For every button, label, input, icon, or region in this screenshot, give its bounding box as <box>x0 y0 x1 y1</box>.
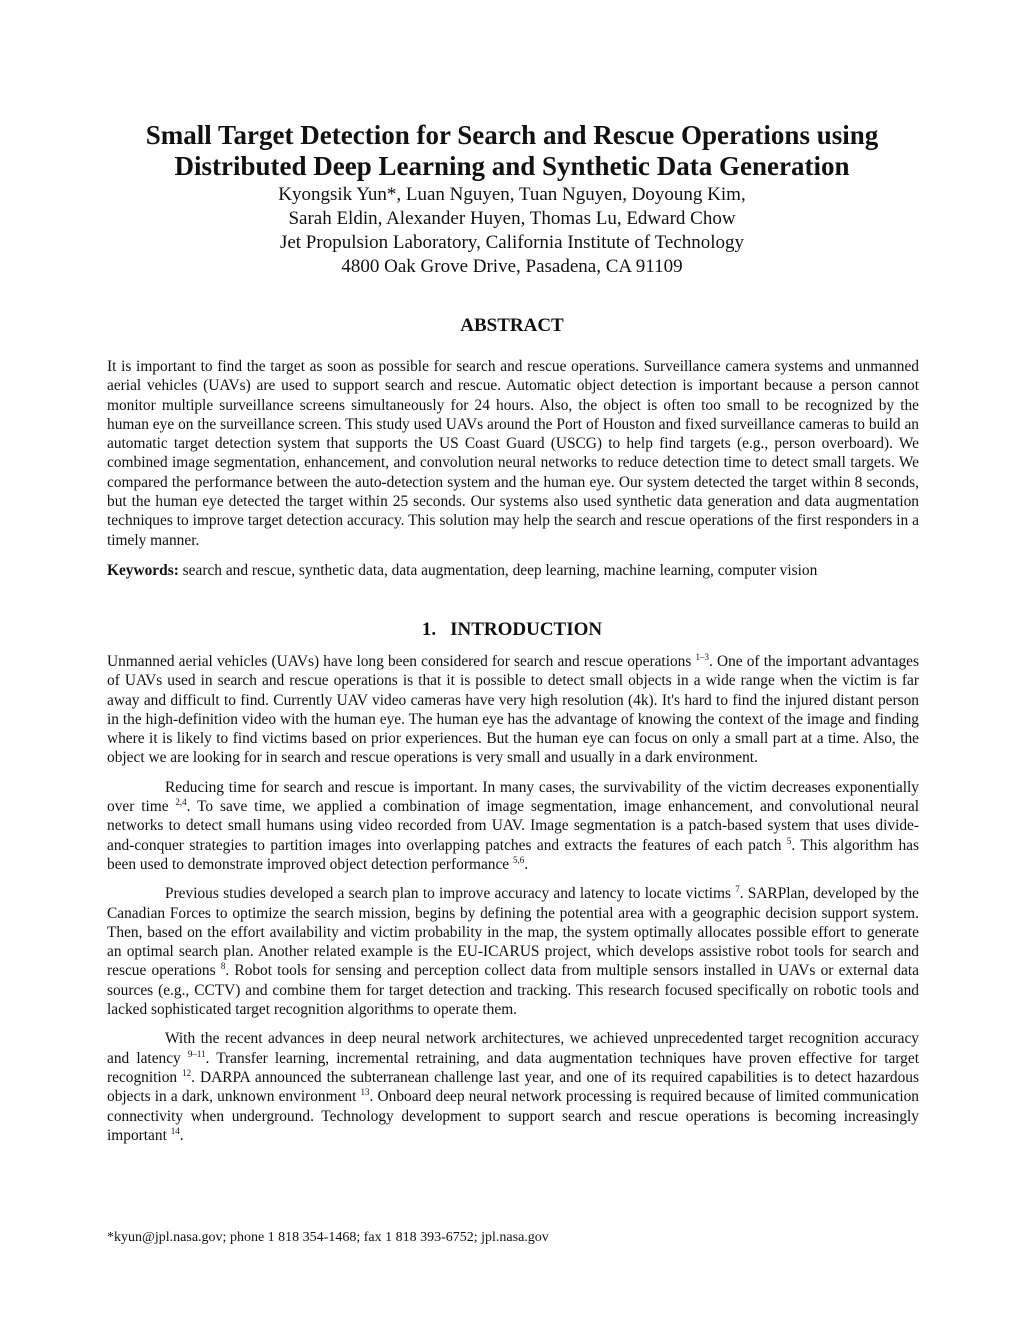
contact-footnote: *kyun@jpl.nasa.gov; phone 1 818 354-1468; fax 1 818 393-6752; jpl.nasa.gov <box>107 1230 549 1245</box>
abstract-text: It is important to find the target as soon as possible for search and rescue operations. Surveillance camera systems and unmanned aerial vehicles (UAVs) are used to support search and rescue. Automatic object detection is important because a person cannot monitor multiple surveillance screens simultaneously for 24 hours. Also, the object is often too small to be recognized by the human eye on the surveillance screen. This study used UAVs around the Port of Houston and fixed surveillance cameras to build an automatic target detection system that supports the US Coast Guard (USCG) to help find targets (e.g., person overboard). We combined image segmentation, enhancement, and convolution neural networks to reduce detection time to detect small targets. We compared the performance between the auto-detection system and the human eye. Our system detected the target within 8 seconds, but the human eye detected the target within 25 seconds. Our systems also used synthetic data generation and data augmentation techniques to improve target detection accuracy. This solution may help the search and rescue operations of the first responders in a timely manner. <box>107 358 919 549</box>
introduction-body <box>107 652 919 1155</box>
citation-superscript: 5,6 <box>513 854 525 865</box>
text-run: . DARPA announced the subterranean challenge last year, and one of its required capabilities is to detect hazardous objects in a dark, unknown environment <box>107 1068 919 1106</box>
text-run: . One of the important advantages of UAVs used in search and rescue operations is that it is possible to detect small objects in a wide range when the victim is far away and difficult to find. Currently UAV video cameras have very high resolution (4k). It's hard to find the injured distant person in the high-definition video with the human eye. The human eye has the advantage of knowing the context of the image and finding where it is likely to find victims based on prior experiences. But the human eye can focus on only a small part at a time. Also, the object we are looking for in search and rescue operations is very small and usually in a dark environment. <box>107 653 919 767</box>
intro-paragraph-2 <box>107 778 919 874</box>
text-run: With the recent advances in deep neural network architectures, we achieved unprecedented target recognition accuracy and latency <box>107 1030 919 1067</box>
text-run: . <box>179 1126 184 1144</box>
text-run: . Onboard deep neural network processing is required because of limited communication connectivity when underground. Technology development to support search and rescue operations is becoming increasingly important <box>107 1088 919 1144</box>
text-run: Reducing time for search and rescue is important. In many cases, the survivability of the victim decreases exponentially over time <box>107 778 919 816</box>
text-run: . <box>524 855 529 873</box>
citation-superscript: 12 <box>182 1067 192 1078</box>
text-run: Previous studies developed a search plan to improve accuracy and latency to locate victims <box>165 885 736 903</box>
citation-superscript: 9–11 <box>187 1048 206 1059</box>
text-run: . SARPlan, developed by the Canadian Forces to optimize the search mission, begins by defining the potential area with a geographic decision support system. Then, based on the effort availability and victim probability in the map, the system optimally allocates possible effort to generate an optimal search plan. Another related example is the EU-ICARUS project, which develops assistive robot tools for search and rescue operations <box>107 885 920 980</box>
keywords-label: Keywords: <box>107 562 179 579</box>
intro-paragraph-4 <box>107 1029 919 1145</box>
section-title: INTRODUCTION <box>450 619 603 640</box>
text-run: . This algorithm has been used to demonstrate improved object detection performance <box>107 836 919 873</box>
title-line: Distributed Deep Learning and Synthetic Data Generation <box>174 151 850 181</box>
text-run: . Robot tools for sensing and perception collect data from multiple sensors installed in UAVs or external data sources (e.g., CCTV) and combine them for target detection and tracking. This research focused specifically on robotic tools and lacked sophisticated target recognition algorithms to operate them. <box>107 962 919 1019</box>
citation-superscript: 8 <box>220 961 226 972</box>
citation-superscript: 13 <box>360 1087 370 1098</box>
address-line: 4800 Oak Grove Drive, Pasadena, CA 91109 <box>341 256 683 277</box>
intro-paragraph-1 <box>107 652 919 768</box>
citation-superscript: 2,4 <box>175 797 187 808</box>
citation-superscript: 14 <box>170 1125 180 1136</box>
paper-title <box>90 120 934 182</box>
author-block <box>90 183 934 279</box>
author-names-line: Sarah Eldin, Alexander Huyen, Thomas Lu, Edward Chow <box>288 208 736 229</box>
intro-paragraph-3 <box>107 884 919 1019</box>
citation-superscript: 1–3 <box>695 652 709 662</box>
section-number: 1. <box>421 619 437 640</box>
keywords-text: search and rescue, synthetic data, data augmentation, deep learning, machine learning, computer vision <box>178 562 818 579</box>
citation-superscript: 7 <box>735 884 740 895</box>
text-run: . Transfer learning, incremental retraining, and data augmentation techniques have proven effective for target recognition <box>107 1049 919 1086</box>
keywords <box>107 561 919 580</box>
title-line: Small Target Detection for Search and Rescue Operations using <box>145 120 879 150</box>
citation-superscript: 5 <box>786 835 792 846</box>
text-run: Unmanned aerial vehicles (UAVs) have long been considered for search and rescue operations <box>107 653 696 670</box>
abstract-heading: ABSTRACT <box>460 315 564 336</box>
author-names-line: Kyongsik Yun*, Luan Nguyen, Tuan Nguyen, Doyoung Kim, <box>278 184 746 205</box>
text-run: . To save time, we applied a combination of image segmentation, image enhancement, and convolutional neural networks to detect small humans using video recorded from UAV. Image segmentation is a patch-based system that uses divide-and-conquer strategies to partition images into overlapping patches and extracts the features of each patch <box>107 798 919 854</box>
affiliation-line: Jet Propulsion Laboratory, California Institute of Technology <box>279 232 745 253</box>
introduction-heading <box>90 619 934 641</box>
